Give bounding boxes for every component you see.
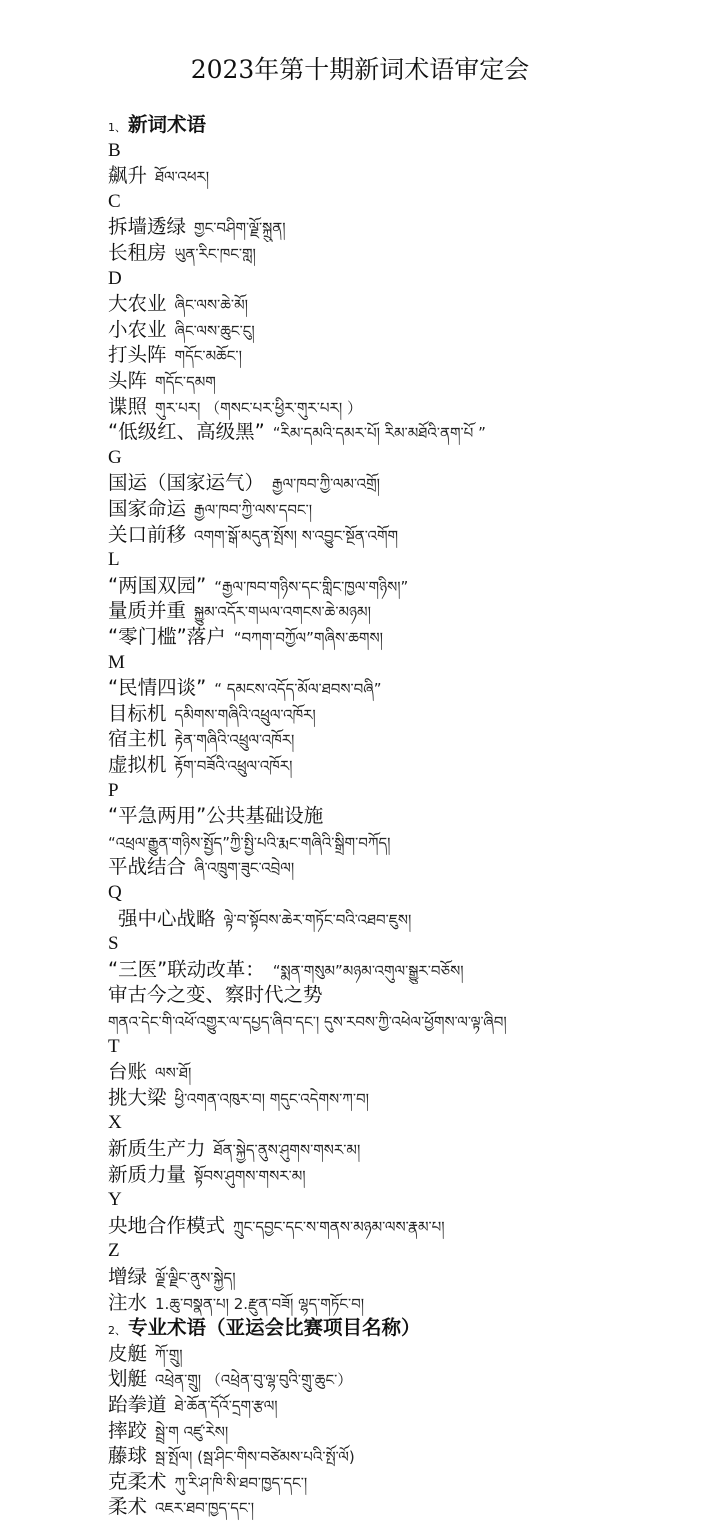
term-chinese: 柔术 (108, 1495, 148, 1519)
term-entry (108, 1008, 708, 1036)
term-chinese: 央地合作模式 (108, 1213, 226, 1237)
index-letter: C (108, 190, 121, 212)
term-entry (118, 906, 718, 934)
term-tibetan: “བཀག་བཀྱོལ”གཞིས་ཆགས། (233, 629, 383, 647)
term-chinese: 跆拳道 (108, 1393, 167, 1416)
term-chinese: 藤球 (108, 1444, 148, 1468)
section-heading (108, 1315, 708, 1344)
term-tibetan: “རྒྱལ་ཁབ་གཉིས་དང་གླིང་ཁྱལ་གཉིས།” (214, 577, 409, 596)
term-tibetan: འཇར་ཐབ་ཁྱད་དང་། (155, 1499, 255, 1518)
term-tibetan: གྱང་བཤིག་ལྗོ་སྐྲུན། (194, 219, 286, 238)
term-entry (108, 1059, 708, 1087)
term-entry (108, 1290, 708, 1318)
term-entry (108, 522, 708, 550)
term-entry (108, 214, 708, 242)
index-letter: B (108, 139, 121, 161)
term-tibetan: འགག་སྒོ་མདུན་སྤོས། ས་འབྱུང་སྔོན་འགོག (194, 526, 399, 545)
term-tibetan: ལས་ཐོ། (155, 1064, 192, 1083)
term-entry (108, 419, 708, 447)
term-entry (108, 1085, 708, 1113)
term-entry (108, 163, 708, 191)
term-chinese: “低级红、高级黑” (108, 420, 265, 444)
term-chinese: 新质力量 (108, 1162, 187, 1186)
term-chinese: 划艇 (108, 1367, 148, 1391)
term-entry (108, 957, 708, 985)
term-entry (108, 394, 708, 422)
term-chinese: 国家命运 (108, 497, 187, 520)
term-tibetan: སྦ་སྤོལ། (སྦ་ཤིང་གིས་བཙེམས་པའི་སྤོ་ལོ) (155, 1448, 355, 1467)
section-title: 新词术语 (128, 113, 207, 136)
term-entry (108, 1136, 708, 1164)
term-chinese: 皮艇 (108, 1341, 148, 1365)
term-entry (108, 803, 708, 829)
index-letter: Z (108, 1240, 120, 1262)
term-entry (108, 1264, 708, 1292)
term-tibetan: སྦྲེ་ག འཛུ་རེས། (155, 1422, 229, 1441)
term-entry (108, 1392, 708, 1420)
term-tibetan: ལྗོ་ལྗིང་ནུས་སྐྱེད། (155, 1269, 236, 1287)
term-chinese: “零门槛”落户 (108, 625, 226, 648)
index-letter: Y (108, 1189, 122, 1211)
section-title: 专业术语（亚运会比赛项目名称） (128, 1316, 421, 1340)
term-entry (108, 496, 708, 524)
term-tibetan: རྒྱལ་ཁབ་ཀྱི་ལས་དབང་། (194, 501, 313, 519)
index-letter: P (108, 779, 119, 801)
term-tibetan: སྐྱུམ་འདོར་གཡལ་འགངས་ཆེ་མཉམ། (194, 603, 371, 622)
section-heading (108, 112, 708, 141)
term-entry (108, 829, 708, 857)
index-letter: M (108, 651, 125, 673)
term-tibetan: རྒྱལ་ཁབ་ཀྱི་ལམ་འགྲོ། (272, 475, 381, 494)
term-entry (108, 291, 708, 319)
index-letter: D (108, 267, 122, 289)
term-chinese: 目标机 (108, 701, 167, 725)
term-tibetan: འཕྲེན་གྲུ། （འཕྲེན་བུ་ལྷ་བུའི་གྲུ་ཆུང་） (155, 1371, 353, 1390)
index-letter: T (108, 1035, 120, 1057)
term-entry (108, 701, 708, 729)
term-tibetan: དམིགས་གཞིའི་འཕྲུལ་འཁོར། (174, 705, 316, 724)
term-tibetan: གུར་པར། （གསང་པར་ཕྱིར་གུར་པར། ） (155, 398, 362, 417)
term-chinese: 关口前移 (108, 522, 187, 546)
term-chinese: 谍照 (108, 394, 148, 418)
term-chinese: 拆墙透绿 (108, 215, 187, 239)
term-chinese: 克柔术 (108, 1469, 167, 1493)
term-tibetan: “སྨན་གསུམ”མཉམ་འགུལ་སྒྱུར་བཅོས། (272, 961, 464, 980)
term-chinese: 虚拟机 (108, 753, 167, 776)
term-tibetan: “འཕྲལ་རྒྱུན་གཉིས་སྤྱོད”ཀྱི་སྤྱི་པའི་རྨང་གཞིའི་སྒྲིག་བཀོད། (108, 833, 391, 852)
term-tibetan: 1.ཆུ་བསྣན་པ། 2.རྫུན་བཟོ། ལྷད་གཏོང་བ། (155, 1294, 365, 1313)
term-entry (108, 1443, 708, 1471)
term-entry (108, 1162, 708, 1190)
term-tibetan: ཐེ་ཆོན་དོའོ་དྲག་རྩལ། (174, 1397, 278, 1415)
term-entry (108, 1494, 708, 1522)
index-letter: Q (108, 882, 122, 903)
term-chinese: 打头阵 (108, 343, 167, 367)
term-chinese: 挑大梁 (108, 1085, 167, 1109)
term-tibetan: རྟེན་གཞིའི་འཕྲུལ་འཁོར། (174, 731, 295, 750)
index-letter: S (108, 933, 119, 955)
section-number: 2、 (108, 1324, 126, 1338)
term-chinese: 台账 (108, 1060, 148, 1084)
term-tibetan: ཡུན་རིང་ཁང་གླ། (174, 245, 256, 263)
term-entry (108, 317, 708, 345)
term-chinese: 平战结合 (108, 855, 187, 879)
index-letter: G (108, 446, 122, 468)
term-tibetan: ཐོལ་འཕར། (155, 168, 210, 187)
term-chinese: 审古今之变、察时代之势 (108, 983, 323, 1007)
term-entry (108, 1213, 708, 1241)
term-chinese: 摔跤 (108, 1418, 148, 1442)
term-entry (108, 573, 708, 601)
term-entry (108, 470, 708, 498)
term-entry (108, 240, 708, 268)
term-tibetan: ཀོ་གྲུ། (155, 1345, 183, 1364)
term-tibetan: རྟོག་བཟོའི་འཕྲུལ་འཁོར། (174, 757, 293, 775)
term-tibetan: གདོང་མཆོང་། (174, 347, 242, 366)
term-entry (108, 726, 708, 754)
term-tibetan: གནའ་དེང་གི་འཕོ་འགྱུར་ལ་དཔྱད་ཞིབ་དང་། དུས་རབས་ཀྱི་འཕེལ་ཕྱོགས་ལ་ལྟ་ཞིབ། (108, 1013, 507, 1031)
term-tibetan: ལྟེ་བ་སྟོབས་ཆེར་གཏོང་བའི་འཐབ་ཇུས། (223, 910, 412, 929)
term-chinese: 量质并重 (108, 599, 187, 623)
term-chinese: 飙升 (108, 164, 148, 188)
term-entry (108, 1469, 708, 1497)
term-entry (108, 675, 708, 703)
term-tibetan: ཀྲུང་དབྱང་དང་ས་གནས་མཉམ་ལས་རྣམ་པ། (233, 1217, 445, 1236)
term-entry (108, 1418, 708, 1446)
term-chinese: 头阵 (108, 369, 148, 392)
term-chinese: 长租房 (108, 241, 167, 264)
term-entry (108, 624, 708, 652)
term-chinese: 小农业 (108, 317, 167, 341)
term-chinese: 大农业 (108, 292, 167, 316)
term-tibetan: “རིམ་དམའི་དམར་པོ། རིམ་མཐོའི་ནག་པོ ” (272, 424, 486, 443)
term-tibetan: ཞི་འཁྲུག་ཟུང་འབྲེལ། (194, 859, 295, 878)
term-tibetan: ཕྱི་འགན་འཁུར་བ། གདུང་འདེགས་ཀ་བ། (174, 1089, 369, 1108)
term-entry (108, 982, 708, 1008)
page-title: 2023年第十期新词术语审定会 (190, 55, 530, 84)
term-chinese: 增绿 (108, 1265, 148, 1288)
term-tibetan: གདོང་དམག (155, 373, 216, 391)
term-chinese: 注水 (108, 1290, 148, 1314)
term-entry (108, 1366, 708, 1394)
term-tibetan: ཐོན་སྐྱེད་ནུས་ཤུགས་གསར་མ། (213, 1141, 361, 1159)
index-letter: X (108, 1112, 122, 1134)
term-tibetan: ཞིང་ལས་ཆེ་མོ། (174, 296, 248, 315)
term-tibetan: སྟོབས་ཤུགས་གསར་མ། (194, 1166, 306, 1185)
term-chinese: 宿主机 (108, 727, 167, 751)
term-entry (108, 854, 708, 882)
term-chinese: 国运（国家运气） (108, 471, 265, 495)
term-entry (108, 368, 708, 396)
term-entry (108, 752, 708, 780)
term-chinese: 新质生产力 (108, 1137, 206, 1160)
term-tibetan: ཀུ་རི་ཤ་ཁི་སི་ཐབ་ཁྱད་དང་། (174, 1473, 308, 1492)
index-letter: L (108, 549, 120, 571)
term-chinese: 强中心战略 (118, 906, 216, 930)
term-entry (108, 1341, 708, 1369)
term-entry (108, 598, 708, 626)
term-chinese: “平急两用”公共基础设施 (108, 804, 324, 828)
term-chinese: “民情四谈” (108, 676, 207, 700)
term-entry (108, 342, 708, 370)
term-chinese: “三医”联动改革： (108, 957, 265, 981)
section-number: 1、 (108, 121, 126, 134)
term-tibetan: ཞིང་ལས་ཆུང་ངུ། (174, 321, 255, 340)
term-tibetan: “ དམངས་འདོད་མོལ་ཐབས་བཞི” (214, 680, 382, 699)
term-chinese: “两国双园” (108, 573, 207, 597)
